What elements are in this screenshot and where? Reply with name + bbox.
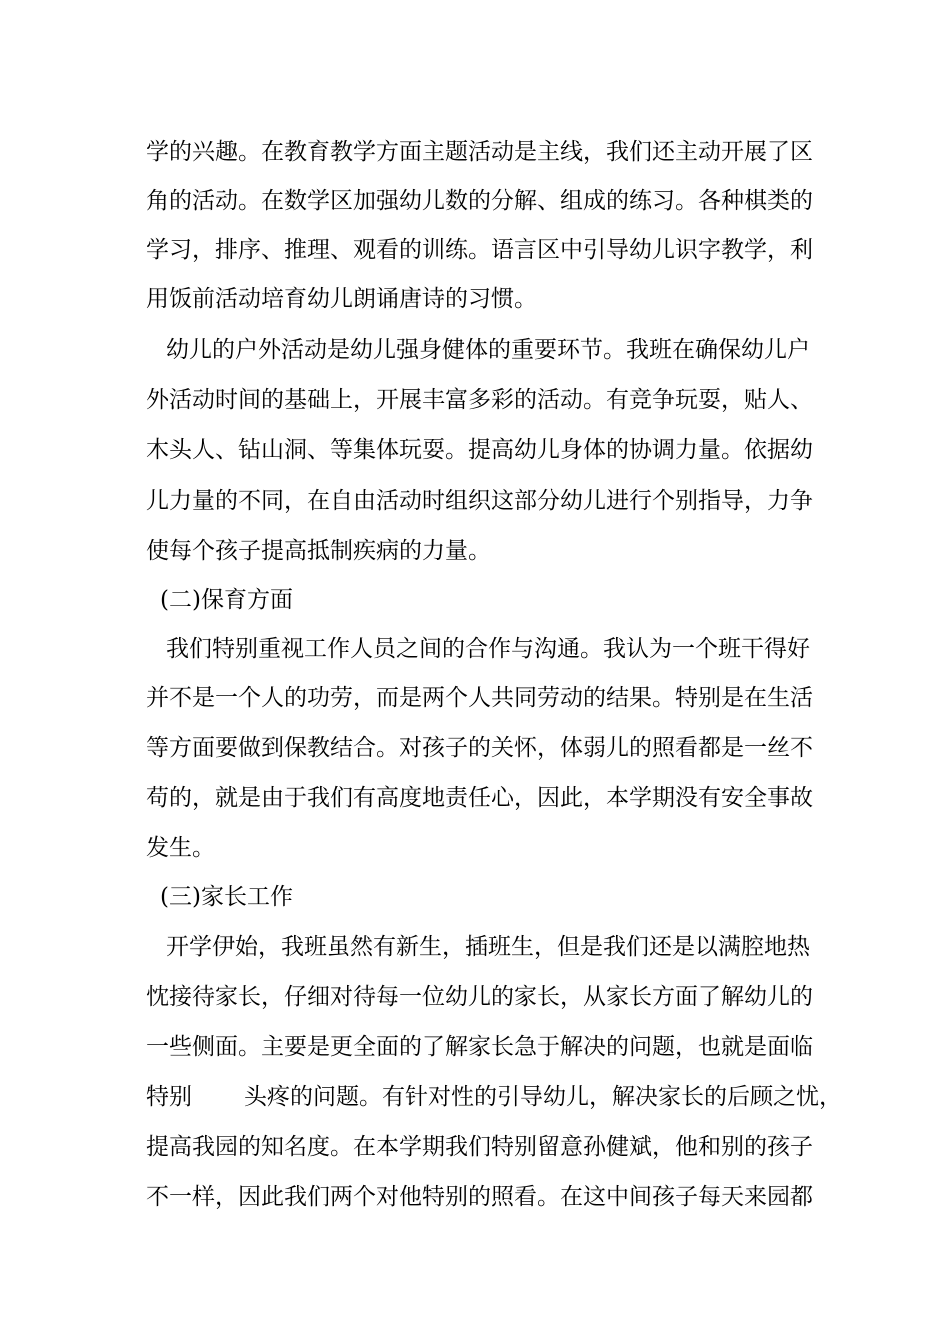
paragraph-line: 忱接待家长，仔细对待每一位幼儿的家长，从家长方面了解幼儿的 bbox=[146, 984, 813, 1010]
paragraph-line: 角的活动。在数学区加强幼儿数的分解、组成的练习。各种棋类的 bbox=[146, 188, 813, 214]
paragraph-line: 木头人、钻山洞、等集体玩耍。提高幼儿身体的协调力量。依据幼 bbox=[146, 437, 813, 463]
paragraph-line: 开学伊始，我班虽然有新生，插班生，但是我们还是以满腔地热 bbox=[166, 934, 810, 960]
paragraph-line-fragment: 头疼的问题。有针对性的引导幼儿，解决家长的后顾之忧， bbox=[244, 1084, 842, 1110]
paragraph-line: 发生。 bbox=[146, 835, 215, 861]
section-heading: (三)家长工作 bbox=[160, 884, 293, 910]
paragraph-line-fragment: 特别 bbox=[146, 1084, 192, 1110]
paragraph-line: 学的兴趣。在教育教学方面主题活动是主线，我们还主动开展了区 bbox=[146, 139, 813, 165]
paragraph-line: 用饭前活动培育幼儿朗诵唐诗的习惯。 bbox=[146, 286, 537, 312]
section-heading: (二)保育方面 bbox=[160, 587, 293, 613]
paragraph-line: 外活动时间的基础上，开展丰富多彩的活动。有竞争玩耍，贴人、 bbox=[146, 387, 813, 413]
paragraph-line: 幼儿的户外活动是幼儿强身健体的重要环节。我班在确保幼儿户 bbox=[166, 337, 810, 363]
paragraph-line: 不一样，因此我们两个对他特别的照看。在这中间孩子每天来园都 bbox=[146, 1184, 813, 1210]
paragraph-line: 我们特别重视工作人员之间的合作与沟通。我认为一个班干得好 bbox=[166, 636, 810, 662]
paragraph-line: 儿力量的不同，在自由活动时组织这部分幼儿进行个别指导，力争 bbox=[146, 488, 813, 514]
paragraph-line: 并不是一个人的功劳，而是两个人共同劳动的结果。特别是在生活 bbox=[146, 685, 813, 711]
paragraph-line: 学习，排序、推理、观看的训练。语言区中引导幼儿识字教学，利 bbox=[146, 237, 813, 263]
paragraph-line: 等方面要做到保教结合。对孩子的关怀，体弱儿的照看都是一丝不 bbox=[146, 735, 813, 761]
paragraph-line: 使每个孩子提高抵制疾病的力量。 bbox=[146, 538, 491, 564]
paragraph-line: 苟的，就是由于我们有高度地责任心，因此，本学期没有安全事故 bbox=[146, 785, 813, 811]
paragraph-line: 一些侧面。主要是更全面的了解家长急于解决的问题，也就是面临 bbox=[146, 1034, 813, 1060]
paragraph-line: 提高我园的知名度。在本学期我们特别留意孙健斌，他和别的孩子 bbox=[146, 1134, 813, 1160]
